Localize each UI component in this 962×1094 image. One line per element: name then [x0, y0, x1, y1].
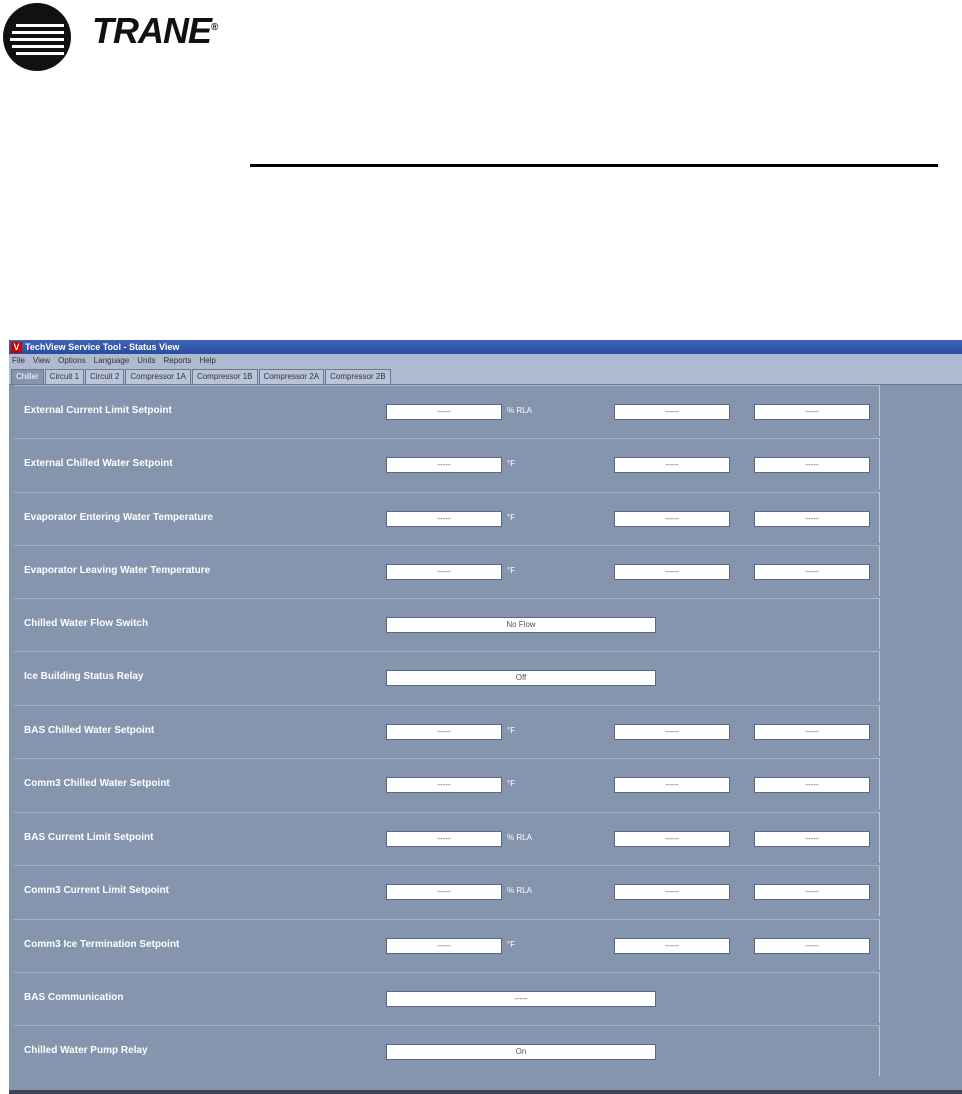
status-row	[14, 865, 880, 916]
unit-label: °F	[507, 459, 516, 468]
tab-compressor-1b[interactable]: Compressor 1B	[192, 369, 258, 384]
menu-bar	[9, 354, 962, 367]
menu-file[interactable]: File	[12, 356, 25, 365]
title-bar	[9, 340, 962, 354]
techview-window	[9, 340, 962, 1094]
value-field-2: -----	[614, 457, 730, 473]
tab-bar	[9, 367, 962, 385]
value-field: -----	[386, 564, 502, 580]
techview-app-icon: V	[11, 342, 22, 353]
unit-label: °F	[507, 940, 516, 949]
row-label: Evaporator Entering Water Temperature	[24, 512, 213, 523]
value-field: -----	[386, 404, 502, 420]
window-title: TechView Service Tool - Status View	[25, 342, 180, 352]
value-field: -----	[386, 724, 502, 740]
value-field: -----	[386, 831, 502, 847]
menu-view[interactable]: View	[32, 356, 51, 365]
row-label: BAS Current Limit Setpoint	[24, 832, 154, 843]
menu-options[interactable]: Options	[58, 356, 86, 365]
menu-reports[interactable]: Reports	[163, 356, 192, 365]
status-row	[14, 492, 880, 543]
value-field-3: -----	[754, 564, 870, 580]
value-field: -----	[386, 457, 502, 473]
unit-label: % RLA	[507, 406, 532, 415]
value-field-3: -----	[754, 831, 870, 847]
value-field-2: -----	[614, 777, 730, 793]
status-row	[14, 758, 880, 809]
trane-logo	[2, 2, 222, 72]
tab-circuit-1[interactable]: Circuit 1	[45, 369, 84, 384]
value-field: -----	[386, 938, 502, 954]
unit-label: °F	[507, 726, 516, 735]
status-row	[14, 598, 880, 649]
status-row	[14, 651, 880, 702]
tab-compressor-2b[interactable]: Compressor 2B	[325, 369, 391, 384]
menu-help[interactable]: Help	[199, 356, 216, 365]
unit-label: °F	[507, 566, 516, 575]
row-label: Ice Building Status Relay	[24, 671, 144, 682]
value-field-3: -----	[754, 777, 870, 793]
status-row	[14, 972, 880, 1023]
value-field-3: -----	[754, 404, 870, 420]
status-row	[14, 705, 880, 756]
window-bottom-edge	[9, 1090, 962, 1094]
status-row	[14, 438, 880, 489]
unit-label: % RLA	[507, 886, 532, 895]
tab-chiller[interactable]: Chiller	[11, 369, 44, 384]
value-field: On	[386, 1044, 656, 1060]
value-field-3: -----	[754, 724, 870, 740]
value-field-2: -----	[614, 884, 730, 900]
value-field: No Flow	[386, 617, 656, 633]
trane-logo-text: TRANE®	[92, 10, 218, 51]
tab-circuit-2[interactable]: Circuit 2	[85, 369, 124, 384]
row-label: Evaporator Leaving Water Temperature	[24, 565, 211, 576]
value-field-2: -----	[614, 938, 730, 954]
row-label: Comm3 Chilled Water Setpoint	[24, 778, 170, 789]
status-row	[14, 385, 880, 436]
row-label: BAS Chilled Water Setpoint	[24, 725, 155, 736]
value-field: Off	[386, 670, 656, 686]
row-label: BAS Communication	[24, 992, 124, 1003]
row-label: External Chilled Water Setpoint	[24, 458, 173, 469]
value-field: -----	[386, 511, 502, 527]
menu-language[interactable]: Language	[93, 356, 130, 365]
row-label: Comm3 Ice Termination Setpoint	[24, 939, 180, 950]
header-rule	[250, 164, 938, 167]
status-row	[14, 545, 880, 596]
unit-label: °F	[507, 513, 516, 522]
row-label: Chilled Water Pump Relay	[24, 1045, 148, 1056]
status-row	[14, 1025, 880, 1076]
value-field-2: -----	[614, 564, 730, 580]
row-label: Comm3 Current Limit Setpoint	[24, 885, 170, 896]
value-field: -----	[386, 884, 502, 900]
value-field-2: -----	[614, 831, 730, 847]
menu-units[interactable]: Units	[137, 356, 156, 365]
row-label: Chilled Water Flow Switch	[24, 618, 149, 629]
value-field: -----	[386, 777, 502, 793]
row-label: External Current Limit Setpoint	[24, 405, 172, 416]
status-row	[14, 919, 880, 970]
tab-compressor-2a[interactable]: Compressor 2A	[259, 369, 325, 384]
value-field-2: -----	[614, 724, 730, 740]
value-field: -----	[386, 991, 656, 1007]
value-field-3: -----	[754, 457, 870, 473]
value-field-3: -----	[754, 511, 870, 527]
value-field-3: -----	[754, 884, 870, 900]
value-field-3: -----	[754, 938, 870, 954]
value-field-2: -----	[614, 404, 730, 420]
tab-compressor-1a[interactable]: Compressor 1A	[125, 369, 191, 384]
status-row	[14, 812, 880, 863]
value-field-2: -----	[614, 511, 730, 527]
trane-logo-mark	[2, 2, 72, 72]
unit-label: °F	[507, 779, 516, 788]
unit-label: % RLA	[507, 833, 532, 842]
